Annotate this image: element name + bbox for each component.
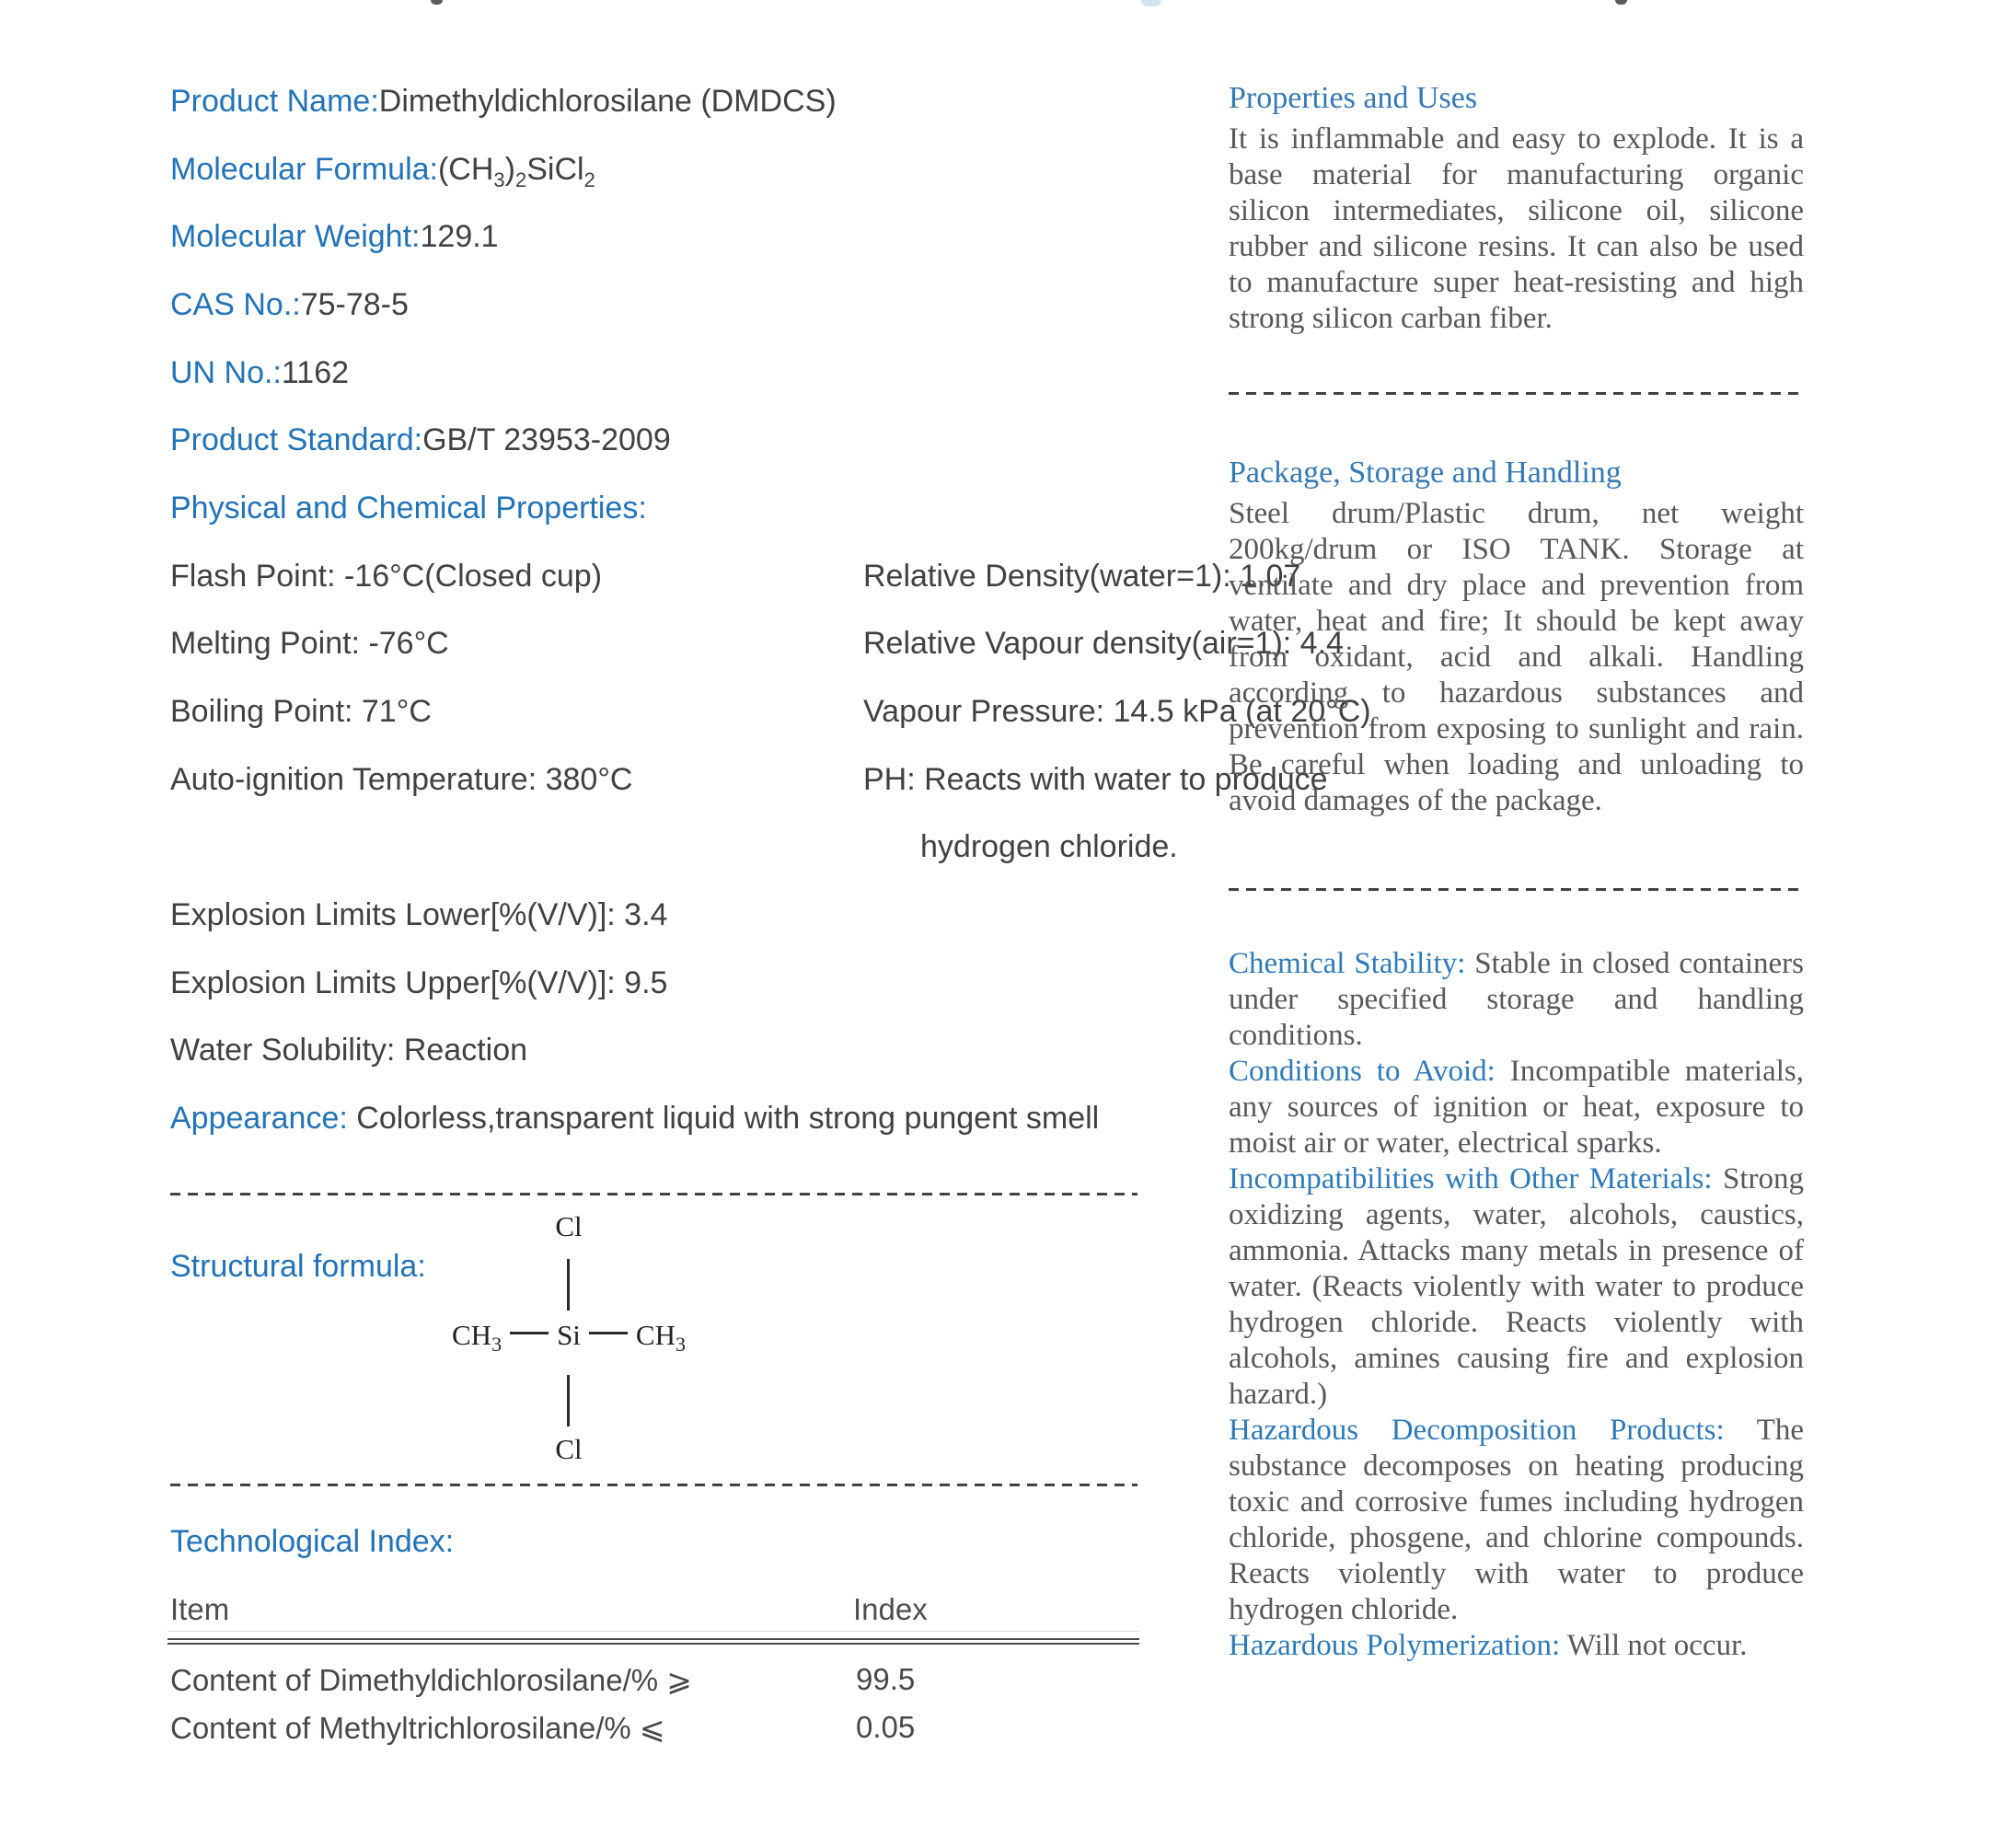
un-no-value: 1162 (281, 355, 350, 390)
cas-no-label: CAS No.: (170, 287, 301, 322)
page-edge-artifact (431, 0, 443, 5)
ph-value: PH: Reacts with water to produce (863, 762, 1328, 797)
vapour-pressure: Vapour Pressure: 14.5 kPa (at 20°C) (863, 694, 1371, 729)
table-row-item (170, 1710, 665, 1746)
structure-bond-vertical (567, 1259, 570, 1311)
hazardous-polymerization-paragraph (1229, 1628, 1804, 1664)
page-edge-artifact (1141, 0, 1161, 6)
relative-density: Relative Density(water=1): 1.07 (863, 559, 1301, 594)
structure-si: Si (557, 1319, 581, 1351)
un-no-label: UN No.: (170, 355, 282, 390)
structure-ch3-right (636, 1320, 686, 1360)
structure-bond-vertical (567, 1375, 570, 1426)
page-edge-artifact (1615, 0, 1627, 5)
molecular-formula-label: Molecular Formula: (170, 152, 438, 187)
ch-subscript: 3 (676, 1333, 687, 1357)
hazardous-polymerization-text: Will not occur. (1560, 1629, 1748, 1662)
structure-bond-horizontal (589, 1332, 628, 1334)
conditions-to-avoid-label: Conditions to Avoid: (1229, 1055, 1496, 1088)
appearance-label: Appearance: (170, 1101, 348, 1136)
ch-text: CH (635, 1319, 676, 1351)
table-row-value: 99.5 (856, 1662, 916, 1696)
structure-mid-row (452, 1320, 686, 1360)
molecular-formula-row (170, 151, 595, 199)
molecular-weight-row (170, 218, 499, 255)
ch-subscript: 3 (491, 1333, 502, 1357)
explosion-limit-upper: Explosion Limits Upper[%(V/V)]: 9.5 (170, 965, 668, 1000)
structure-cl-top: Cl (555, 1210, 583, 1242)
melting-point: Melting Point: -76°C (170, 626, 449, 661)
formula-subscript: 2 (583, 167, 595, 191)
property-pair-row (170, 558, 1301, 595)
structure-cl-bottom: Cl (555, 1433, 583, 1465)
water-solubility: Water Solubility: Reaction (170, 1033, 528, 1068)
product-standard-row (170, 422, 671, 458)
table-header-item: Item (170, 1592, 230, 1626)
table-item-text: Content of Dimethyldichlorosilane/% (170, 1663, 659, 1697)
appearance-row (170, 1100, 1099, 1137)
table-header-rule-double (167, 1638, 1139, 1645)
lte-operator: ⩽ (639, 1710, 665, 1746)
divider-dashed (1229, 888, 1804, 891)
molecular-weight-value: 129.1 (420, 219, 499, 254)
structure-ch3-left (452, 1320, 502, 1360)
property-pair-row (170, 625, 1344, 662)
product-standard-label: Product Standard: (170, 422, 423, 457)
molecular-weight-label: Molecular Weight: (170, 219, 421, 254)
formula-subscript: 2 (515, 167, 527, 191)
formula-part: SiCl (526, 152, 584, 187)
structure-bond-horizontal (510, 1332, 549, 1334)
chemical-stability-label: Chemical Stability: (1229, 947, 1466, 980)
structural-formula-label: Structural formula: (170, 1249, 426, 1284)
phys-chem-heading-label: Physical and Chemical Properties: (170, 491, 647, 526)
chemical-stability-text: Stable in closed containers under specified storage and handling conditions. (1229, 947, 1804, 1052)
table-header-rule-faint (167, 1631, 1139, 1632)
table-row-item (170, 1662, 692, 1698)
formula-part: (CH (437, 152, 494, 187)
boiling-point: Boiling Point: 71°C (170, 694, 432, 729)
product-name-value: Dimethyldichlorosilane (DMDCS) (378, 84, 837, 119)
explosion-limit-lower: Explosion Limits Lower[%(V/V)]: 3.4 (170, 897, 668, 932)
gte-operator: ⩾ (666, 1662, 692, 1698)
incompatibilities-label: Incompatibilities with Other Materials: (1229, 1162, 1713, 1195)
property-pair-row (170, 761, 1328, 798)
cas-no-row (170, 286, 409, 323)
divider-dashed (170, 1484, 1138, 1486)
table-item-text: Content of Methyltrichlorosilane/% (170, 1711, 631, 1745)
product-name-label: Product Name: (170, 84, 379, 119)
product-standard-value: GB/T 23953-2009 (422, 422, 671, 457)
stability-section (1229, 946, 1804, 1664)
divider-dashed (170, 1193, 1138, 1195)
chemical-stability-paragraph (1229, 946, 1804, 1054)
hazardous-decomposition-label: Hazardous Decomposition Products: (1229, 1414, 1725, 1447)
technological-index-heading: Technological Index: (170, 1524, 455, 1559)
un-no-row (170, 354, 349, 391)
formula-part: ) (504, 152, 515, 187)
conditions-to-avoid-text: Incompatible materials, any sources of ignition or heat, exposure to moist air or water, electrical sparks. (1229, 1055, 1804, 1160)
hazardous-decomposition-text: The substance decomposes on heating producing toxic and corrosive fumes including hydrogen chloride, phosgene, and chlorine compounds. Reacts violently with water to produce hydrogen chloride. (1229, 1414, 1804, 1626)
incompatibilities-text: Strong oxidizing agents, water, alcohols, caustics, ammonia. Attacks many metals in presence of water. (Reacts violently with water to produce hydrogen chloride. Reacts violently with alcohols, amines causing fire and explosion hazard.) (1229, 1162, 1804, 1411)
ch-text: CH (451, 1319, 492, 1351)
divider-dashed (1229, 392, 1804, 395)
hazardous-decomposition-paragraph (1229, 1413, 1804, 1628)
cas-no-value: 75-78-5 (300, 287, 409, 322)
flash-point: Flash Point: -16°C(Closed cup) (170, 559, 603, 594)
package-storage-text: Steel drum/Plastic drum, net weight 200kg/drum or ISO TANK. Storage at ventilate and dry place and prevention from water, heat and fire; It should be kept away from oxidant, acid and alkali. Handling according to hazardous substances and prevention from exposing to sunlight and rain. Be careful when loading and unloading to avoid damages of the package. (1229, 497, 1804, 817)
table-header-index: Index (853, 1592, 928, 1626)
hazardous-polymerization-label: Hazardous Polymerization: (1229, 1629, 1561, 1662)
auto-ignition-temperature: Auto-ignition Temperature: 380°C (170, 762, 633, 797)
table-row-value: 0.05 (856, 1710, 916, 1744)
package-storage-heading: Package, Storage and Handling (1229, 456, 1622, 490)
appearance-value: Colorless,transparent liquid with strong pungent smell (347, 1101, 1100, 1136)
ph-value-continuation: hydrogen chloride. (920, 829, 1178, 864)
incompatibilities-paragraph (1229, 1161, 1804, 1413)
phys-chem-heading (170, 490, 647, 526)
conditions-to-avoid-paragraph (1229, 1054, 1804, 1161)
product-name-row (170, 83, 837, 120)
formula-subscript: 3 (493, 167, 505, 191)
relative-vapour-density: Relative Vapour density(air=1): 4.4 (863, 626, 1344, 661)
properties-and-uses-text: It is inflammable and easy to explode. It is a base material for manufacturing organic silicon intermediates, silicone oil, silicone rubber and silicone resins. It can also be used to manufacture super heat-resisting and high strong silicon carban fiber. (1229, 122, 1804, 335)
properties-and-uses-heading: Properties and Uses (1229, 81, 1478, 115)
property-pair-row (170, 693, 1371, 730)
